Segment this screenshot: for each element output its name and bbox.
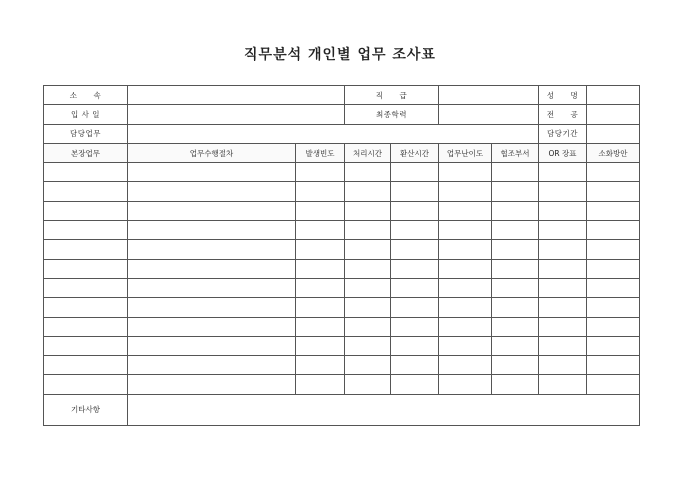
table-cell[interactable] xyxy=(492,336,539,355)
table-cell[interactable] xyxy=(128,259,296,278)
table-cell[interactable] xyxy=(391,278,439,297)
table-cell[interactable] xyxy=(439,356,492,375)
table-cell[interactable] xyxy=(539,221,587,240)
table-cell[interactable] xyxy=(128,356,296,375)
table-cell[interactable] xyxy=(539,201,587,220)
table-cell[interactable] xyxy=(492,201,539,220)
table-cell[interactable] xyxy=(391,336,439,355)
table-cell[interactable] xyxy=(539,163,587,182)
hire-date-value[interactable] xyxy=(128,105,345,124)
education-label: 최종학력 xyxy=(345,105,439,124)
table-cell[interactable] xyxy=(587,201,640,220)
table-cell[interactable] xyxy=(439,336,492,355)
table-cell[interactable] xyxy=(439,182,492,201)
table-cell[interactable] xyxy=(128,298,296,317)
table-cell[interactable] xyxy=(128,278,296,297)
table-cell[interactable] xyxy=(439,317,492,336)
table-cell[interactable] xyxy=(345,182,391,201)
col-difficulty: 업무난이도 xyxy=(439,143,492,162)
table-cell[interactable] xyxy=(492,278,539,297)
table-row xyxy=(44,298,640,317)
table-cell[interactable] xyxy=(296,240,345,259)
document-title: 직무분석 개인별 업무 조사표 xyxy=(244,47,436,63)
table-cell[interactable] xyxy=(587,356,640,375)
table-cell[interactable] xyxy=(345,201,391,220)
table-cell[interactable] xyxy=(439,298,492,317)
table-cell[interactable] xyxy=(391,356,439,375)
affiliation-value[interactable] xyxy=(128,86,345,105)
table-cell[interactable] xyxy=(128,375,296,394)
table-cell[interactable] xyxy=(128,201,296,220)
table-row xyxy=(44,356,640,375)
table-row xyxy=(44,278,640,297)
table-cell[interactable] xyxy=(345,221,391,240)
table-cell[interactable] xyxy=(492,182,539,201)
table-cell[interactable] xyxy=(345,163,391,182)
table-cell[interactable] xyxy=(345,298,391,317)
table-cell[interactable] xyxy=(44,298,128,317)
table-cell[interactable] xyxy=(391,201,439,220)
table-cell[interactable] xyxy=(492,375,539,394)
table-cell[interactable] xyxy=(391,240,439,259)
table-cell[interactable] xyxy=(439,163,492,182)
table-cell[interactable] xyxy=(539,298,587,317)
duty-period-label: 담당기간 xyxy=(539,124,587,143)
table-row xyxy=(44,182,640,201)
table-cell[interactable] xyxy=(587,336,640,355)
table-row xyxy=(44,317,640,336)
column-header-row xyxy=(44,143,640,162)
table-cell[interactable] xyxy=(439,240,492,259)
table-cell[interactable] xyxy=(391,221,439,240)
table-cell[interactable] xyxy=(587,375,640,394)
table-cell[interactable] xyxy=(391,182,439,201)
table-cell[interactable] xyxy=(391,163,439,182)
table-row xyxy=(44,240,640,259)
table-cell[interactable] xyxy=(44,317,128,336)
table-cell[interactable] xyxy=(296,336,345,355)
table-cell[interactable] xyxy=(345,278,391,297)
table-cell[interactable] xyxy=(492,163,539,182)
table-cell[interactable] xyxy=(587,278,640,297)
table-cell[interactable] xyxy=(539,336,587,355)
table-cell[interactable] xyxy=(296,317,345,336)
table-cell[interactable] xyxy=(539,356,587,375)
col-converted-time: 환산시간 xyxy=(391,143,439,162)
col-processing-time: 처리시간 xyxy=(345,143,391,162)
table-row xyxy=(44,259,640,278)
table-row xyxy=(44,163,640,182)
table-cell[interactable] xyxy=(439,201,492,220)
table-row xyxy=(44,375,640,394)
col-or-form: OR 장표 xyxy=(539,143,587,162)
col-improvement: 소화방안 xyxy=(587,143,640,162)
table-cell[interactable] xyxy=(128,221,296,240)
table-cell[interactable] xyxy=(539,182,587,201)
table-cell[interactable] xyxy=(296,201,345,220)
table-cell[interactable] xyxy=(128,163,296,182)
table-cell[interactable] xyxy=(128,182,296,201)
info-row-1 xyxy=(44,86,640,105)
table-cell[interactable] xyxy=(539,375,587,394)
misc-value[interactable] xyxy=(128,394,640,425)
table-cell[interactable] xyxy=(492,317,539,336)
affiliation-label: 소 속 xyxy=(44,86,128,105)
table-cell[interactable] xyxy=(296,356,345,375)
table-cell[interactable] xyxy=(44,221,128,240)
table-cell[interactable] xyxy=(492,221,539,240)
duty-label: 담당업무 xyxy=(44,124,128,143)
table-cell[interactable] xyxy=(128,317,296,336)
col-frequency: 발생빈도 xyxy=(296,143,345,162)
hire-date-label: 입 사 일 xyxy=(44,105,128,124)
table-cell[interactable] xyxy=(539,240,587,259)
table-cell[interactable] xyxy=(128,336,296,355)
duty-period-value[interactable] xyxy=(587,124,640,143)
rank-label: 직 급 xyxy=(345,86,439,105)
misc-label: 기타사항 xyxy=(44,394,128,425)
major-label: 전 공 xyxy=(539,105,587,124)
name-label: 성 명 xyxy=(539,86,587,105)
table-cell[interactable] xyxy=(539,317,587,336)
table-cell[interactable] xyxy=(492,356,539,375)
table-cell[interactable] xyxy=(587,317,640,336)
table-cell[interactable] xyxy=(587,163,640,182)
table-cell[interactable] xyxy=(296,375,345,394)
table-cell[interactable] xyxy=(44,182,128,201)
table-cell[interactable] xyxy=(296,163,345,182)
table-cell[interactable] xyxy=(492,298,539,317)
table-cell[interactable] xyxy=(345,259,391,278)
table-cell[interactable] xyxy=(345,356,391,375)
table-cell[interactable] xyxy=(345,240,391,259)
table-cell[interactable] xyxy=(539,259,587,278)
col-main-duty: 본장업무 xyxy=(44,143,128,162)
table-cell[interactable] xyxy=(44,259,128,278)
table-cell[interactable] xyxy=(44,163,128,182)
col-procedure: 업무수행절차 xyxy=(128,143,296,162)
table-cell[interactable] xyxy=(391,298,439,317)
major-value[interactable] xyxy=(587,105,640,124)
education-value[interactable] xyxy=(439,105,539,124)
table-cell[interactable] xyxy=(439,221,492,240)
name-value[interactable] xyxy=(587,86,640,105)
table-cell[interactable] xyxy=(44,278,128,297)
table-cell[interactable] xyxy=(587,259,640,278)
table-cell[interactable] xyxy=(296,298,345,317)
duty-value[interactable] xyxy=(128,124,539,143)
table-cell[interactable] xyxy=(296,182,345,201)
misc-row xyxy=(44,394,640,425)
table-cell[interactable] xyxy=(587,298,640,317)
table-cell[interactable] xyxy=(439,278,492,297)
info-row-2 xyxy=(44,105,640,124)
table-cell[interactable] xyxy=(439,259,492,278)
table-cell[interactable] xyxy=(345,317,391,336)
table-cell[interactable] xyxy=(345,336,391,355)
table-cell[interactable] xyxy=(587,221,640,240)
table-cell[interactable] xyxy=(587,240,640,259)
table-cell[interactable] xyxy=(492,259,539,278)
table-cell[interactable] xyxy=(44,201,128,220)
table-cell[interactable] xyxy=(391,317,439,336)
table-cell[interactable] xyxy=(296,278,345,297)
table-row xyxy=(44,336,640,355)
table-cell[interactable] xyxy=(391,375,439,394)
task-rows xyxy=(44,163,640,395)
table-cell[interactable] xyxy=(587,182,640,201)
table-row xyxy=(44,221,640,240)
table-cell[interactable] xyxy=(345,375,391,394)
table-cell[interactable] xyxy=(539,278,587,297)
table-cell[interactable] xyxy=(44,356,128,375)
table-cell[interactable] xyxy=(391,259,439,278)
table-cell[interactable] xyxy=(44,336,128,355)
rank-value[interactable] xyxy=(439,86,539,105)
table-cell[interactable] xyxy=(296,259,345,278)
table-cell[interactable] xyxy=(44,240,128,259)
table-cell[interactable] xyxy=(128,240,296,259)
info-row-3 xyxy=(44,124,640,143)
table-cell[interactable] xyxy=(439,375,492,394)
col-cooperation-dept: 협조부서 xyxy=(492,143,539,162)
table-cell[interactable] xyxy=(492,240,539,259)
table-cell[interactable] xyxy=(296,221,345,240)
table-row xyxy=(44,201,640,220)
survey-table xyxy=(43,85,640,426)
table-cell[interactable] xyxy=(44,375,128,394)
